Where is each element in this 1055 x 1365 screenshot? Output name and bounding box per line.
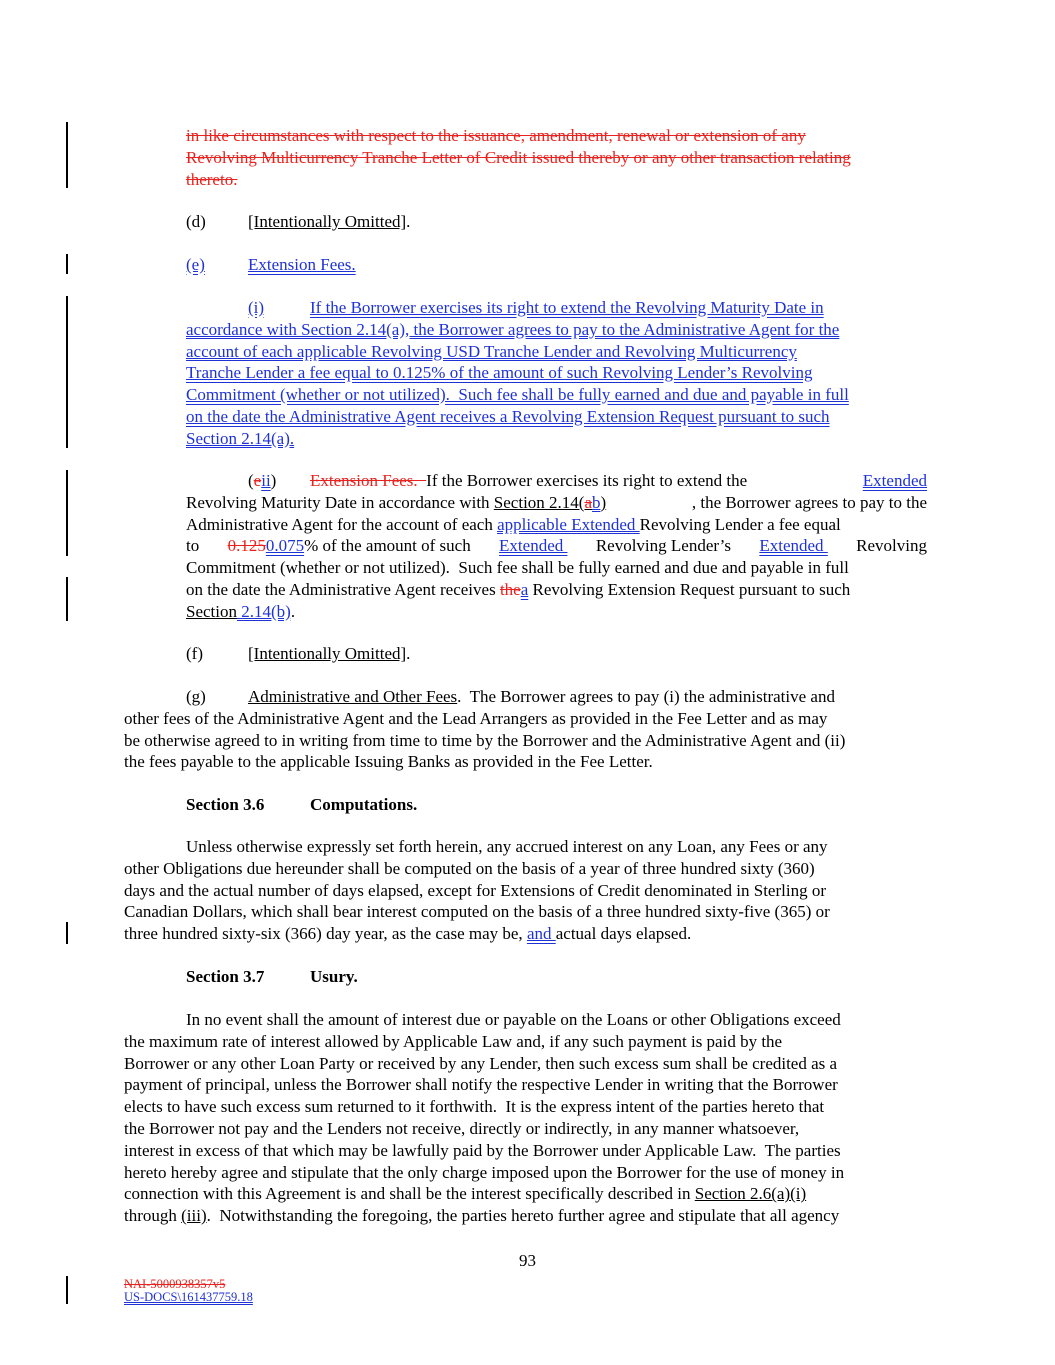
- line: [124, 1205, 927, 1227]
- section-ref: Section 2.6(a)(i): [694, 1184, 807, 1204]
- text: other fees of the Administrative Agent and the Lead Arrangers as provided in the Fee Letter and as may: [124, 708, 828, 728]
- clause-e-ii: [186, 470, 927, 623]
- text: payment of principal, unless the Borrower shall notify the respective Lender in writing that the Borrower: [124, 1075, 838, 1095]
- clause-d: [186, 211, 989, 233]
- text: Revolving Lender a fee equal: [639, 514, 841, 534]
- text: Revolving: [856, 536, 927, 556]
- text: Administrative Agent for the account of each: [186, 514, 498, 534]
- section-title: Usury.: [310, 967, 358, 986]
- line: [186, 557, 927, 579]
- line: [124, 1140, 927, 1162]
- document-id: [124, 1278, 253, 1304]
- line: [186, 601, 927, 623]
- text: connection with this Agreement is and shall be the interest specifically described in: [124, 1184, 695, 1204]
- line: [124, 858, 927, 880]
- section-title: Computations.: [310, 795, 418, 814]
- page-number: 93: [519, 1251, 536, 1270]
- change-bar: [66, 577, 68, 621]
- text: % of the amount of such: [304, 536, 471, 556]
- text: on the date the Administrative Agent receives: [186, 579, 500, 599]
- section-3-7-body: [124, 1009, 927, 1227]
- text: on the date the Administrative Agent receives a Revolving Extension Request pursuant to such: [186, 406, 830, 426]
- text: a: [520, 579, 529, 599]
- line: [124, 923, 927, 945]
- change-bar: [66, 296, 68, 448]
- section-ref: (iii): [181, 1206, 207, 1226]
- text: ): [600, 492, 607, 512]
- text: Tranche Lender a fee equal to 0.125% of the amount of such Revolving Lender’s Revolving: [186, 363, 813, 383]
- clause-title: Administrative and Other Fees: [248, 687, 458, 706]
- clause-title: Extension Fees.: [248, 255, 356, 274]
- line-text: [248, 686, 927, 708]
- line: [124, 730, 927, 752]
- deleted-paragraph: [186, 125, 927, 190]
- line: [124, 1074, 927, 1096]
- line: [186, 297, 927, 319]
- change-bar: [66, 1276, 68, 1304]
- text: account of each applicable Revolving USD Tranche Lender and Revolving Multicurrency: [186, 341, 797, 361]
- text: be otherwise agreed to in writing from time to time by the Borrower and the Administrative Agent and (ii): [124, 730, 846, 750]
- clause-g: [124, 686, 927, 773]
- text: Section: [186, 601, 237, 621]
- text: Revolving Lender’s: [595, 536, 732, 556]
- change-bar: [66, 122, 68, 188]
- line: [186, 535, 927, 557]
- line: [124, 686, 927, 708]
- line-text: [426, 470, 927, 492]
- line: [186, 428, 927, 450]
- text: the fees payable to the applicable Issuing Banks as provided in the Fee Letter.: [124, 752, 653, 772]
- text: Section 2.14(: [493, 492, 585, 512]
- text: through: [124, 1206, 182, 1226]
- deleted-title: Extension Fees.: [310, 471, 427, 490]
- clause-number: [248, 470, 310, 492]
- text: other Obligations due hereunder shall be computed on the basis of a year of three hundred sixty (360): [124, 858, 815, 878]
- line: [186, 579, 927, 601]
- deleted-line: [186, 169, 927, 191]
- clause-number: (g): [186, 687, 206, 706]
- text: a: [584, 492, 592, 512]
- text: . Notwithstanding the foregoing, the parties hereto further agree and stipulate that all agency: [206, 1206, 840, 1226]
- line: [186, 406, 927, 428]
- line: [186, 492, 927, 514]
- text: thereto.: [186, 169, 238, 189]
- change-bar: [66, 254, 68, 274]
- clause-title: [Intentionally Omitted]: [248, 212, 407, 231]
- deleted-line: [186, 147, 927, 169]
- text: 2.14(b): [237, 601, 291, 621]
- clause-e: [186, 254, 989, 276]
- text: , the Borrower agrees to pay to the: [691, 492, 927, 512]
- text: . The Borrower agrees to pay (i) the administrative and: [457, 687, 835, 706]
- line: [124, 1031, 927, 1053]
- text: Commitment (whether or not utilized). Such fee shall be fully earned and due and payable in full: [186, 558, 849, 578]
- text: Unless otherwise expressly set forth herein, any accrued interest on any Loan, any Fees or any: [186, 837, 828, 856]
- line: [124, 1009, 927, 1031]
- text: b: [592, 492, 601, 512]
- clause-number: (d): [186, 212, 206, 231]
- text: Extended: [759, 536, 828, 556]
- text: If the Borrower exercises its right to extend the Revolving Maturity Date in: [310, 298, 824, 317]
- text: to: [186, 536, 200, 556]
- text: (: [248, 471, 254, 490]
- text: Extended: [499, 536, 568, 556]
- section-number: Section 3.7: [186, 967, 265, 986]
- text: 0.075: [265, 536, 305, 556]
- line: [124, 880, 927, 902]
- text: applicable Extended: [497, 514, 640, 534]
- text: .: [406, 212, 411, 231]
- clause-number: (f): [186, 644, 203, 663]
- line: [124, 1096, 927, 1118]
- line: [186, 384, 927, 406]
- text: elects to have such excess sum returned to it forthwith. It is the express intent of the parties hereto that: [124, 1097, 825, 1117]
- text: Revolving Maturity Date in accordance with: [186, 492, 494, 512]
- text: the Borrower not pay and the Lenders not receive, directly or indirectly, in any manner whatsoever,: [124, 1118, 800, 1138]
- line: [124, 1053, 927, 1075]
- text: In no event shall the amount of interest due or payable on the Loans or other Obligations exceed: [186, 1010, 841, 1029]
- text: three hundred sixty-six (366) day year, as the case may be,: [124, 924, 527, 944]
- clause-e-i: [186, 297, 927, 450]
- text: accordance with Section 2.14(a), the Borrower agrees to pay to the Administrative Agent for the: [186, 319, 840, 339]
- section-3-6-body: [124, 836, 927, 945]
- text: days and the actual number of days elapsed, except for Extensions of Credit denominated in Sterling or: [124, 880, 826, 900]
- text: and: [526, 924, 556, 944]
- text: Extended: [862, 471, 927, 490]
- inserted-doc-id: US-DOCS\161437759.18: [124, 1290, 253, 1304]
- line: [124, 901, 927, 923]
- line-text: [310, 297, 927, 319]
- text: Revolving Multicurrency Tranche Letter of Credit issued thereby or any other transaction relating: [186, 147, 851, 167]
- text: e: [253, 471, 262, 490]
- line: [124, 751, 927, 773]
- text: Revolving Extension Request pursuant to such: [528, 579, 851, 599]
- text: hereto hereby agree and stipulate that the only charge imposed upon the Borrower for the use of money in: [124, 1162, 845, 1182]
- clause-number: (e): [186, 255, 205, 274]
- line: [124, 836, 927, 858]
- line: [124, 1118, 927, 1140]
- text: ): [270, 471, 277, 490]
- line: [124, 1183, 927, 1205]
- line: [186, 362, 927, 384]
- line: [124, 708, 927, 730]
- section-3-6-heading: [186, 794, 989, 816]
- line: [186, 319, 927, 341]
- text: Borrower or any other Loan Party or received by any Lender, then such excess sum shall be credited as a: [124, 1053, 838, 1073]
- line: [186, 341, 927, 363]
- line: [124, 1162, 927, 1184]
- text: Section 2.14(a).: [186, 428, 295, 448]
- deleted-line: [186, 125, 927, 147]
- line: [186, 514, 927, 536]
- text: ii: [261, 471, 271, 490]
- text: Commitment (whether or not utilized). Such fee shall be fully earned and due and payable in full: [186, 385, 849, 405]
- text: in like circumstances with respect to the issuance, amendment, renewal or extension of any: [186, 126, 806, 145]
- text: Canadian Dollars, which shall bear interest computed on the basis of a three hundred sixty-five (365) or: [124, 902, 830, 922]
- text: If the Borrower exercises its right to extend the: [426, 471, 748, 490]
- section-3-7-heading: [186, 966, 989, 988]
- section-number: Section 3.6: [186, 795, 265, 814]
- clause-f: [186, 643, 989, 665]
- text: .: [406, 644, 411, 663]
- text: 0.125: [227, 536, 266, 556]
- text: the maximum rate of interest allowed by Applicable Law and, if any such payment is paid by the: [124, 1031, 783, 1051]
- text: interest in excess of that which may be lawfully paid by the Borrower under Applicable Law. The parties: [124, 1140, 841, 1160]
- text: .: [290, 601, 296, 621]
- section-ref: [494, 493, 606, 512]
- change-bar: [66, 470, 68, 556]
- clause-title: [Intentionally Omitted]: [248, 644, 407, 663]
- line: [186, 470, 927, 492]
- deleted-doc-id: NAI-5000938357v5: [124, 1277, 226, 1291]
- clause-number: (i): [248, 298, 265, 317]
- text: the: [499, 579, 521, 599]
- change-bar: [66, 922, 68, 944]
- text: actual days elapsed.: [555, 924, 692, 944]
